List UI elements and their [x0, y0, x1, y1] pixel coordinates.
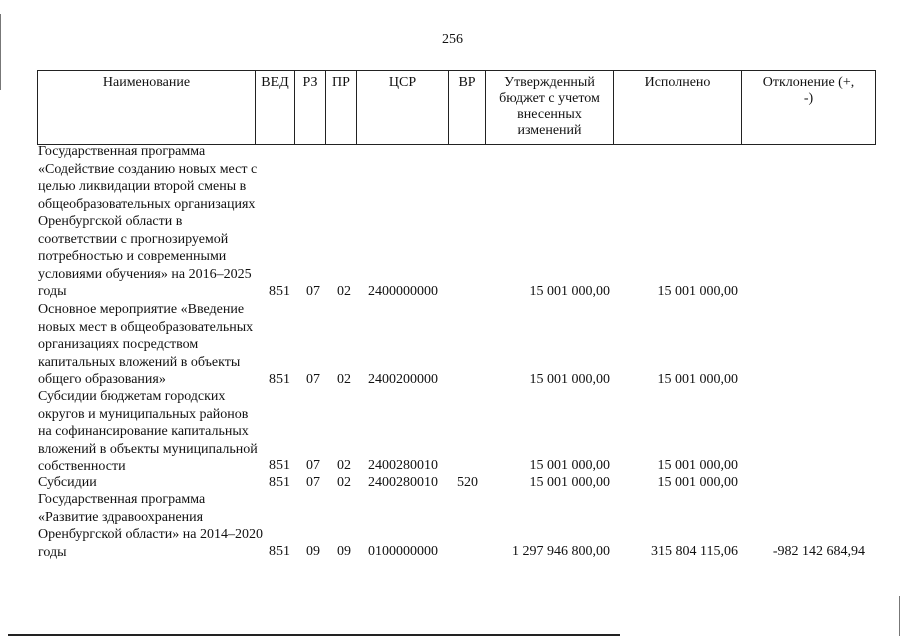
row-csr: 2400280010: [368, 458, 438, 473]
page-number: 256: [442, 32, 463, 47]
row-pr: 02: [337, 372, 351, 387]
header-csr: ЦСР: [357, 71, 449, 144]
row-csr: 2400000000: [368, 284, 438, 299]
header-pr: ПР: [326, 71, 357, 144]
row-deviation: -982 142 684,94: [772, 544, 865, 559]
row-ved: 851: [269, 475, 290, 490]
row-name: Субсидии бюджетам городских округов и муниципальных районов на софинансирование капитальных вложений в объекты муниципальной собственности: [38, 389, 258, 474]
row-ved: 851: [269, 372, 290, 387]
header-rz: РЗ: [295, 71, 326, 144]
row-rz: 07: [306, 475, 320, 490]
row-vr: 520: [457, 475, 478, 490]
row-csr: 2400200000: [368, 372, 438, 387]
row-ved: 851: [269, 284, 290, 299]
row-executed: 15 001 000,00: [657, 284, 738, 299]
row-approved: 15 001 000,00: [529, 458, 610, 473]
row-rz: 09: [306, 544, 320, 559]
row-executed: 15 001 000,00: [657, 475, 738, 490]
row-executed: 15 001 000,00: [657, 458, 738, 473]
row-approved: 15 001 000,00: [529, 284, 610, 299]
row-name: Основное мероприятие «Введение новых мест в общеобразовательных организациях посредством капитальных вложений в объекты общего образования»: [38, 302, 254, 387]
row-executed: 15 001 000,00: [657, 372, 738, 387]
scan-edge-mark: [899, 596, 900, 636]
row-pr: 09: [337, 544, 351, 559]
row-csr: 2400280010: [368, 475, 438, 490]
row-csr: 0100000000: [368, 544, 438, 559]
row-name: Государственная программа «Содействие созданию новых мест с целью ликвидации второй смены в общеобразовательных организациях Оренбургской области в соответствии с прогнозируемой потребностью и современными условиями обучения» на 2016–2025 годы: [38, 144, 258, 299]
row-pr: 02: [337, 475, 351, 490]
row-executed: 315 804 115,06: [651, 544, 738, 559]
row-rz: 07: [306, 284, 320, 299]
header-executed: Исполнено: [614, 71, 742, 144]
row-ved: 851: [269, 544, 290, 559]
row-approved: 1 297 946 800,00: [512, 544, 610, 559]
header-approved: Утвержденный бюджет с учетом внесенных изменений: [486, 71, 614, 144]
row-approved: 15 001 000,00: [529, 475, 610, 490]
header-deviation: Отклонение (+, -): [762, 75, 855, 106]
table-header: [37, 70, 876, 145]
row-pr: 02: [337, 284, 351, 299]
row-name: Государственная программа «Развитие здравоохранения Оренбургской области» на 2014–2020 годы: [38, 492, 263, 560]
header-name: Наименование: [38, 71, 256, 144]
row-rz: 07: [306, 372, 320, 387]
row-ved: 851: [269, 458, 290, 473]
page-bottom-rule: [8, 634, 620, 636]
row-name: Субсидии: [38, 475, 97, 490]
row-pr: 02: [337, 458, 351, 473]
header-ved: ВЕД: [256, 71, 295, 144]
row-approved: 15 001 000,00: [529, 372, 610, 387]
header-vr: ВР: [449, 71, 486, 144]
row-rz: 07: [306, 458, 320, 473]
scan-edge-mark: [0, 14, 1, 90]
